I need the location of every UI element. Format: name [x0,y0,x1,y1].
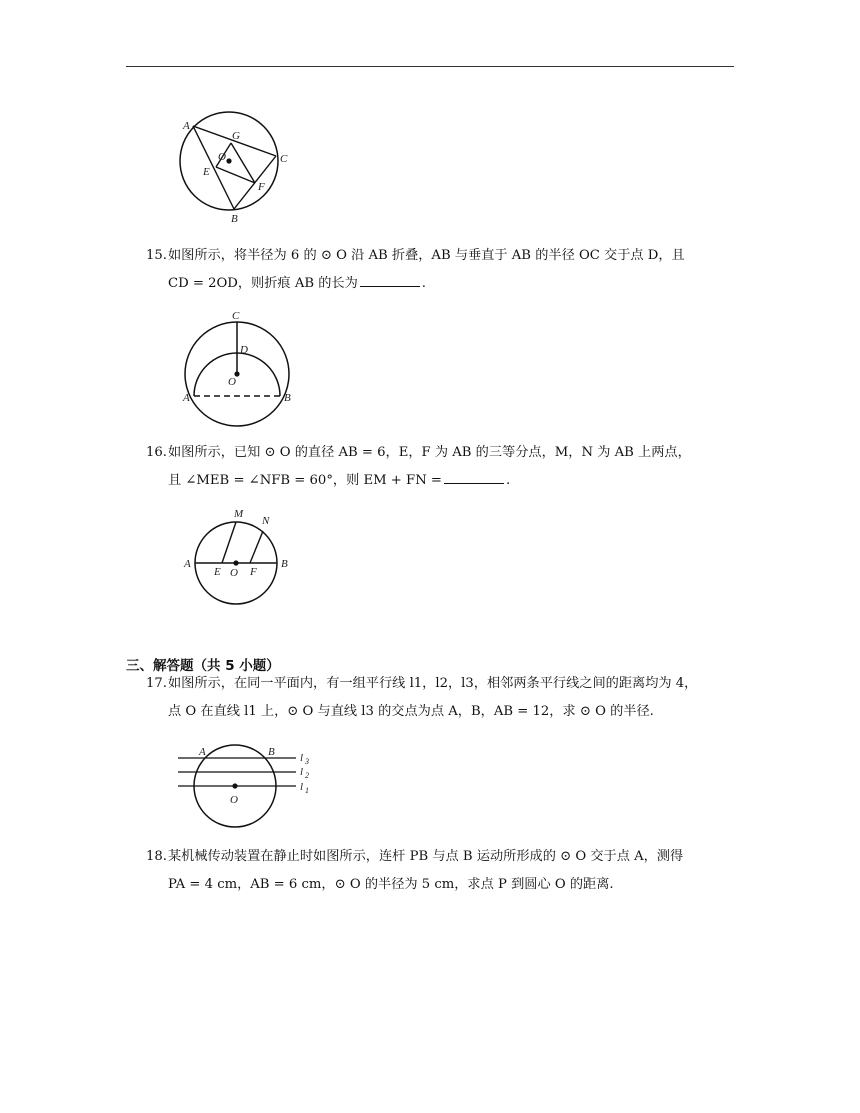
question-number: 16. [146,445,167,460]
question-text: 如图所示，将半径为 6 的 ⊙ O 沿 AB 折叠，AB 与垂直于 AB 的半径 OC 交于点 D，且 [168,248,685,263]
label-l3-sub: 3 [305,757,309,766]
question-number: 17. [146,676,167,691]
question-number: 15. [146,248,167,263]
question-text: 如图所示，已知 ⊙ O 的直径 AB = 6，E，F 为 AB 的三等分点，M，N 为 AB 上两点， [168,445,691,460]
label-f: F [250,566,257,578]
segment-fn [250,531,263,563]
label-o: O [230,567,238,579]
period: . [421,276,426,291]
segment-gf [231,143,255,183]
label-c: C [280,153,288,165]
question-number: 18. [146,849,167,864]
answer-blank[interactable] [444,471,504,484]
label-m: M [234,508,244,520]
header-rule [126,66,734,67]
label-l1-sub: 1 [305,786,309,795]
label-a: A [184,558,191,570]
figure-16 [178,503,298,608]
label-f: F [258,181,265,193]
center-dot [226,158,231,163]
question-text: 某机械传动装置在静止时如图所示，连杆 PB 与点 B 运动所形成的 ⊙ O 交于点 A，测得 [168,849,684,864]
label-b: B [268,746,275,758]
label-e: E [214,566,221,578]
label-a: A [199,746,206,758]
label-o: O [230,794,238,806]
figure-14 [170,108,300,228]
segment-em [222,522,236,563]
label-g: G [232,130,240,142]
figure-17 [176,742,326,834]
period: . [505,473,511,488]
label-d: D [240,344,248,356]
label-c: C [232,310,240,322]
label-b: B [281,558,288,570]
label-o: O [218,151,226,163]
label-e: E [203,166,210,178]
figure-15 [178,305,298,410]
label-o: O [228,376,236,388]
question-17 [146,670,746,726]
label-b: B [231,213,238,225]
question-18 [146,843,746,899]
label-a: A [183,120,190,132]
section-heading: 三、解答题（共 5 小题） [126,658,280,674]
question-text: 且 ∠MEB = ∠NFB = 60°，则 EM + FN = [168,473,442,488]
answer-blank[interactable] [360,274,420,287]
label-l3: l [300,752,304,764]
question-text: CD = 2OD，则折痕 AB 的长为 [168,276,358,291]
question-text: 点 O 在直线 l1 上，⊙ O 与直线 l3 的交点为点 A，B，AB = 12，求 ⊙ O 的半径. [168,704,654,719]
question-16 [146,439,746,495]
segment-ef [216,167,255,183]
label-l1: l [300,781,304,793]
label-b: B [284,392,291,404]
label-a: A [183,392,190,404]
question-15 [146,242,746,298]
question-text: 如图所示，在同一平面内，有一组平行线 l1，l2，l3，相邻两条平行线之间的距离均为 4， [168,676,698,691]
center-dot [233,560,238,565]
label-n: N [262,515,270,527]
label-l2: l [300,766,304,778]
center-dot [232,783,237,788]
label-l2-sub: 2 [305,771,309,780]
question-text: PA = 4 cm，AB = 6 cm，⊙ O 的半径为 5 cm，求点 P 到圆心 O 的距离. [168,877,614,892]
